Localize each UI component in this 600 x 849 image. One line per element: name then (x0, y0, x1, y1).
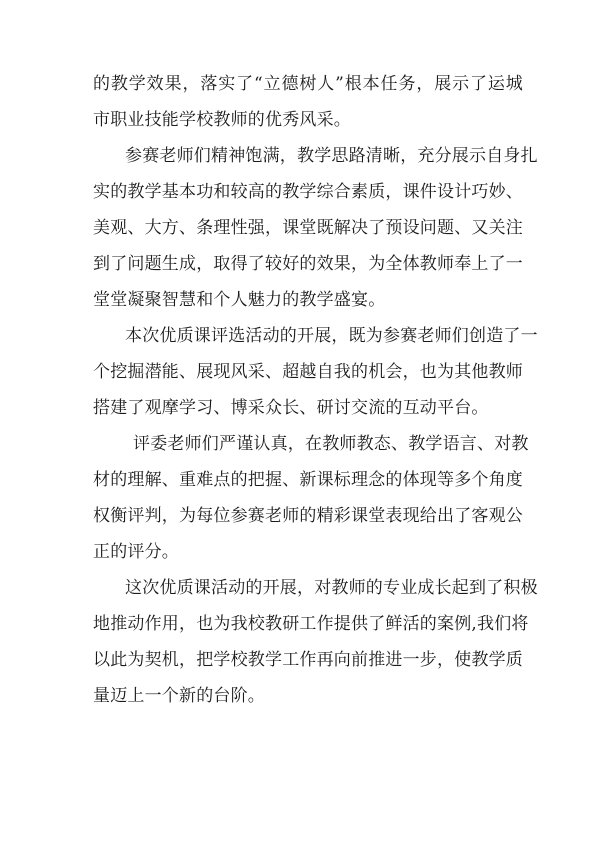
text-line: 评委老师们严谨认真，在教师教态、教学语言、对教 (133, 434, 529, 454)
document-body (93, 66, 538, 714)
text-line: 这次优质课活动的开展，对教师的专业成长起到了积极 (125, 578, 538, 598)
text-line: 搭建了观摩学习、博采众长、研讨交流的互动平台。 (93, 398, 489, 418)
text-line: 市职业技能学校教师的优秀风采。 (93, 110, 351, 130)
text-line: 地推动作用，也为我校教研工作提供了鲜活的案例,我们将 (93, 614, 529, 634)
paragraph-2 (93, 138, 538, 318)
text-line: 实的教学基本功和较高的教学综合素质，课件设计巧妙、 (93, 182, 523, 202)
text-line: 到了问题生成，取得了较好的效果，为全体教师奉上了一 (93, 254, 523, 274)
text-line: 正的评分。 (93, 542, 179, 562)
text-line: 量迈上一个新的台阶。 (93, 686, 265, 706)
text-line: 权衡评判，为每位参赛老师的精彩课堂表现给出了客观公 (93, 506, 523, 526)
paragraph-5 (93, 570, 538, 714)
text-line: 美观、大方、条理性强，课堂既解决了预设问题、又关注 (93, 218, 523, 238)
text-line: 本次优质课评选活动的开展，既为参赛老师们创造了一 (125, 326, 538, 346)
text-line: 的教学效果，落实了“立德树人”根本任务，展示了运城 (93, 74, 523, 94)
paragraph-1 (93, 66, 523, 138)
text-line: 参赛老师们精神饱满，教学思路清晰，充分展示自身扎 (125, 146, 538, 166)
text-line: 材的理解、重难点的把握、新课标理念的体现等多个角度 (93, 470, 523, 490)
text-line: 个挖掘潜能、展现风采、超越自我的机会，也为其他教师 (93, 362, 523, 382)
paragraph-3 (93, 318, 538, 426)
text-line: 以此为契机，把学校教学工作再向前推进一步，使教学质 (93, 650, 523, 670)
text-line: 堂堂凝聚智慧和个人魅力的教学盛宴。 (93, 290, 386, 310)
paragraph-4 (93, 426, 529, 570)
